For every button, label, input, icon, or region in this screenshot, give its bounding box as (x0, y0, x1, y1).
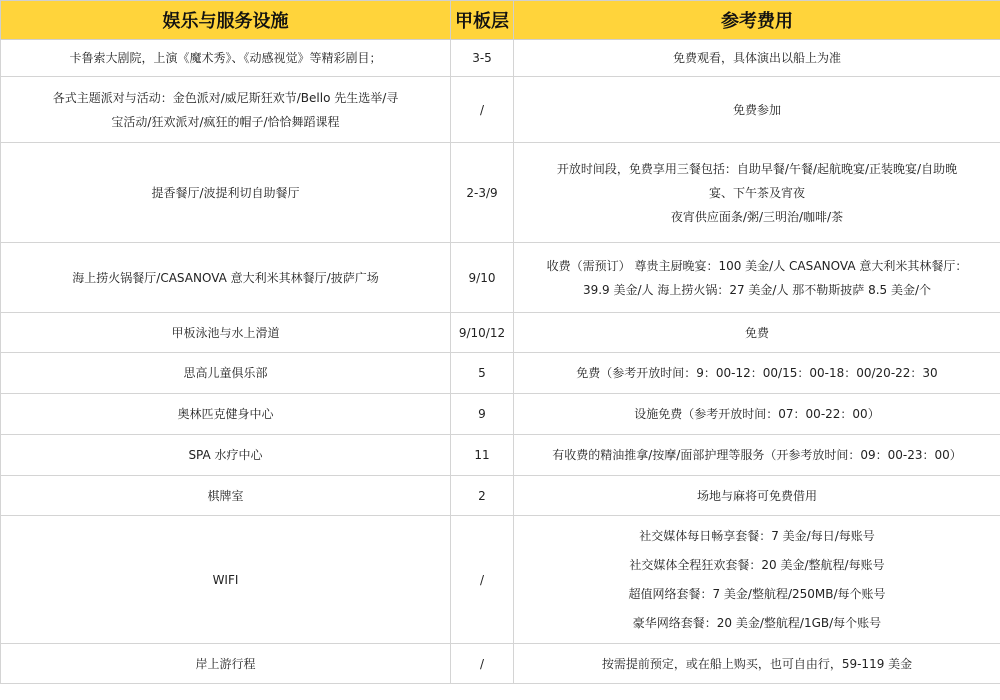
cell-text: 39.9 美金/人 海上捞火锅：27 美金/人 那不勒斯披萨 8.5 美金/个 (582, 282, 932, 297)
cell-text: 豪华网络套餐：20 美金/整航程/1GB/每个账号 (632, 615, 882, 630)
deck-cell: 9 (451, 394, 514, 435)
table-row (1, 143, 1000, 243)
deck-cell: / (451, 516, 514, 644)
cell-text: SPA 水疗中心 (188, 448, 263, 462)
table-row (1, 77, 1000, 143)
cell-text: 提香餐厅/波提利切自助餐厅 (151, 185, 300, 200)
fee-cell (514, 77, 1000, 143)
cell-text: 棋牌室 (207, 488, 244, 503)
cell-text: 思高儿童俱乐部 (183, 366, 268, 380)
cell-text: 岸上游行程 (195, 656, 256, 671)
fee-cell (514, 516, 1000, 644)
facility-cell (1, 143, 451, 243)
cell-text: 免费 (744, 325, 769, 340)
table-row (1, 313, 1000, 353)
facility-cell (1, 394, 451, 435)
cell-text: 超值网络套餐：7 美金/整航程/250MB/每个账号 (628, 586, 886, 601)
cell-text: 海上捞火锅餐厅/CASANOVA 意大利米其林餐厅/披萨广场 (72, 270, 379, 285)
fee-cell (514, 40, 1000, 77)
cell-text: 社交媒体全程狂欢套餐：20 美金/整航程/每账号 (629, 557, 885, 572)
facility-cell (1, 77, 451, 143)
header-deck: 甲板层 (451, 1, 514, 40)
table-row (1, 435, 1000, 476)
cell-text: 设施免费（参考开放时间：07：00-22：00） (634, 407, 880, 421)
header-row (1, 1, 1000, 40)
fee-cell (514, 476, 1000, 516)
fee-cell (514, 644, 1000, 684)
cell-text: 奥林匹克健身中心 (177, 407, 274, 421)
deck-cell: 2 (451, 476, 514, 516)
fee-cell (514, 394, 1000, 435)
fee-cell (514, 243, 1000, 313)
cell-text: 免费观看，具体演出以船上为准 (672, 51, 841, 65)
fee-cell (514, 313, 1000, 353)
cell-text: 免费参加 (732, 102, 781, 117)
cell-text: 免费（参考开放时间：9：00-12：00/15：00-18：00/20-22：30 (576, 366, 938, 380)
table-row (1, 394, 1000, 435)
cell-text: 宴、下午茶及宵夜 (708, 185, 805, 200)
cell-text: 夜宵供应面条/粥/三明治/咖啡/茶 (670, 209, 844, 224)
header-fee: 参考费用 (514, 1, 1000, 40)
facility-cell (1, 40, 451, 77)
facility-cell (1, 353, 451, 394)
facility-cell (1, 516, 451, 644)
deck-cell: 9/10 (451, 243, 514, 313)
deck-cell: 2-3/9 (451, 143, 514, 243)
table-row (1, 243, 1000, 313)
cell-text: 开放时间段，免费享用三餐包括：自助早餐/午餐/起航晚宴/正装晚宴/自助晚 (556, 161, 958, 176)
facility-cell (1, 435, 451, 476)
cell-text: 各式主题派对与活动：金色派对/威尼斯狂欢节/Bello 先生选举/寻 (52, 90, 399, 105)
table-row (1, 476, 1000, 516)
cell-text: 宝活动/狂欢派对/疯狂的帽子/恰恰舞蹈课程 (111, 114, 340, 129)
cell-text: 甲板泳池与水上滑道 (171, 325, 280, 340)
table-row (1, 40, 1000, 77)
fee-cell (514, 353, 1000, 394)
fee-cell (514, 143, 1000, 243)
deck-cell: 3-5 (451, 40, 514, 77)
table-row (1, 353, 1000, 394)
cell-text: WIFI (212, 572, 239, 587)
facility-cell (1, 476, 451, 516)
facility-cell (1, 243, 451, 313)
cell-text: 按需提前预定，或在船上购买，也可自由行，59-119 美金 (601, 656, 913, 671)
deck-cell: / (451, 644, 514, 684)
facility-cell (1, 644, 451, 684)
facility-cell (1, 313, 451, 353)
table-row (1, 516, 1000, 644)
deck-cell: 5 (451, 353, 514, 394)
header-facility: 娱乐与服务设施 (1, 1, 451, 40)
cell-text: 卡鲁索大剧院，上演《魔术秀》、《动感视觉》等精彩剧目； (69, 51, 382, 65)
deck-cell: 9/10/12 (451, 313, 514, 353)
cell-text: 场地与麻将可免费借用 (696, 488, 817, 503)
cell-text: 社交媒体每日畅享套餐：7 美金/每日/每账号 (639, 528, 875, 543)
fee-cell (514, 435, 1000, 476)
cell-text: 有收费的精油推拿/按摩/面部护理等服务（开参考放时间：09：00-23：00） (552, 448, 962, 462)
table-row (1, 644, 1000, 684)
cell-text: 收费（需预订） 尊贵主厨晚宴：100 美金/人 CASANOVA 意大利米其林餐厅： (546, 258, 968, 273)
deck-cell: 11 (451, 435, 514, 476)
deck-cell: / (451, 77, 514, 143)
